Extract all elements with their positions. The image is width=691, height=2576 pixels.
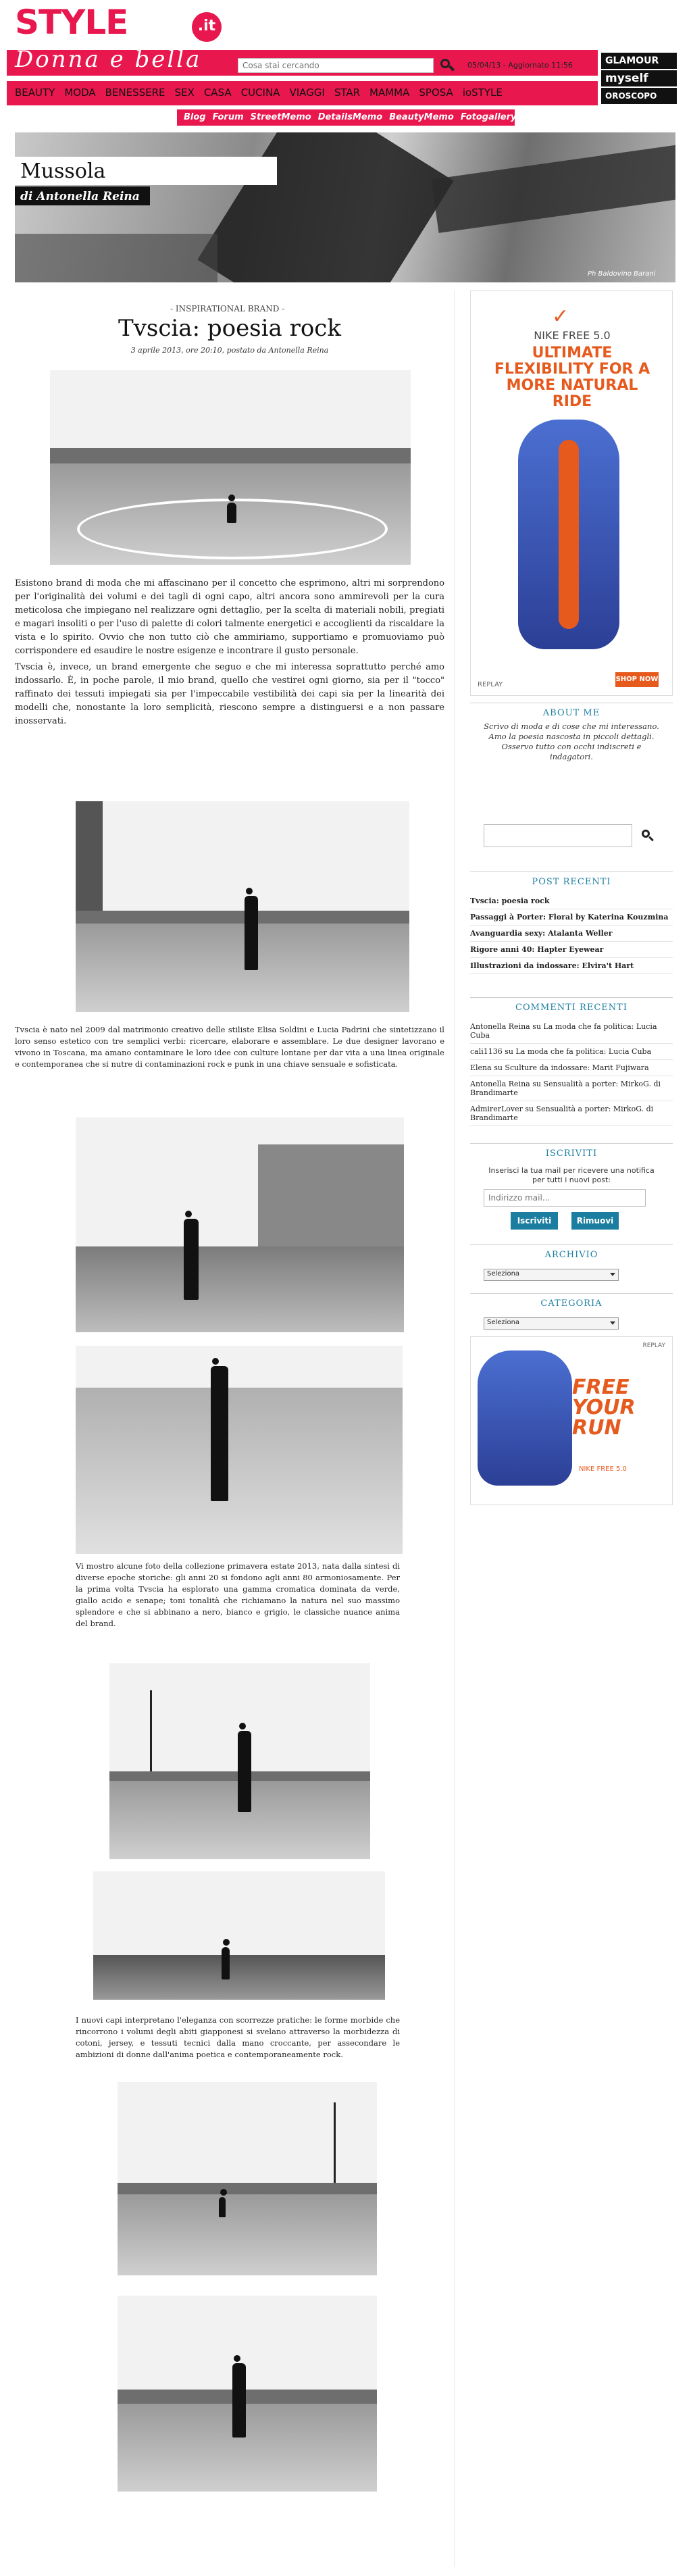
chevron-down-icon: [610, 1273, 615, 1276]
recent-comments-list: [470, 1019, 673, 1126]
about-title: ABOUT ME: [542, 708, 600, 718]
subscribe-title: ISCRIVITI: [545, 1148, 598, 1159]
post-photo-6: [93, 1871, 385, 2000]
category-title: CATEGORIA: [540, 1298, 603, 1309]
post-photo-7: [118, 2082, 377, 2275]
recent-comments-title: COMMENTI RECENTI: [515, 1003, 628, 1013]
shoe-image: [478, 1350, 572, 1486]
post-photo-3: [76, 1117, 404, 1332]
post-title[interactable]: Tvscia: poesia rock: [118, 315, 341, 342]
blog-banner-image: [15, 132, 675, 282]
logo-dot-it[interactable]: .it: [192, 12, 222, 42]
chevron-down-icon: [610, 1321, 615, 1325]
subnav-detailsmemo[interactable]: DetailsMemo: [317, 112, 383, 122]
photo-credit: Ph Baldovino Barani: [588, 270, 656, 278]
shoe-image: [518, 420, 619, 649]
post-paragraph-3: Tvscia è nato nel 2009 dal matrimonio creativo delle stiliste Elisa Soldini e Lucia Padrini che sintetizzano il loro senso estetico con tre semplici verbi: ricercare, elaborare e assemblare. Le due designer lavorano e vivono in Toscana, ma amano contaminare le loro idee con culture lontane per dar vita a una linea originale e contemporanea che si nutre di contaminazioni rock e punk in una chiave sensuale e sofisticata.: [15, 1025, 444, 1069]
search-icon[interactable]: [438, 57, 457, 74]
tagline: Donna e bella: [15, 46, 202, 73]
nav-item-casa[interactable]: CASA: [203, 86, 232, 99]
recent-post-item[interactable]: Tvscia: poesia rock: [470, 893, 673, 909]
partner-brands: [601, 53, 677, 105]
post-paragraph-1: Esistono brand di moda che mi affascinano per il concetto che esprimono, altri mi sorprendono per l'originalità dei volumi e dei tagli di ogni capo, altri ancora sono ammirevoli per la cura meticolosa che impiegano nel realizzare ogni dettaglio, per la scelta di materiali nobili, pregiati e magari insoliti o per l'uso di palette di colori talmente energetici e accoglienti da riscaldare la vista e lo spirito. Ovvio che non tutto ciò che ammiriamo, supportiamo e promuoviamo può corrispondere ed esaudire le nostre esigenze e incontrare il gusto personale.: [15, 578, 444, 656]
ad2-headline: FREE YOUR RUN: [572, 1375, 636, 1440]
recent-post-item[interactable]: Avanguardia sexy: Atalanta Weller: [470, 926, 673, 942]
recent-posts-list: [470, 893, 673, 974]
category-select[interactable]: [484, 1317, 619, 1330]
post-category[interactable]: - INSPIRATIONAL BRAND -: [170, 304, 285, 313]
nav-item-sposa[interactable]: SPOSA: [419, 86, 453, 99]
email-field[interactable]: [484, 1189, 646, 1207]
category-select-value: Seleziona: [487, 1319, 520, 1326]
ad-replay-button[interactable]: REPLAY: [478, 681, 503, 688]
recent-comment-item[interactable]: Antonella Reina su La moda che fa politica: Lucia Cuba: [470, 1019, 673, 1044]
sidebar-search-input[interactable]: [484, 824, 632, 847]
recent-posts-title: POST RECENTI: [532, 877, 611, 887]
nav-item-star[interactable]: STAR: [334, 86, 361, 99]
sidebar-rule: [470, 1293, 673, 1294]
recent-post-item[interactable]: Passaggi à Porter: Floral by Katerina Kouzmina: [470, 909, 673, 926]
post-photo-4: [76, 1346, 403, 1554]
archive-select[interactable]: [484, 1269, 619, 1281]
post-photo-1: [50, 370, 411, 565]
subnav-beautymemo[interactable]: BeautyMemo: [389, 112, 454, 122]
main-nav: [15, 86, 512, 99]
brand-oroscopo-link[interactable]: OROSCOPO: [601, 88, 677, 104]
sidebar-rule: [470, 997, 673, 998]
nav-item-beauty[interactable]: BEAUTY: [15, 86, 55, 99]
sidebar-rule: [470, 1143, 673, 1144]
nav-item-benessere[interactable]: BENESSERE: [105, 86, 165, 99]
ad-replay-button[interactable]: REPLAY: [642, 1342, 665, 1349]
post-paragraph-5: I nuovi capi interpretano l'eleganza con scorrezze pratiche: le forme morbide che rincorrono i volumi degli abiti giapponesi si svelano attraverso la morbidezza di cotoni, jersey, e tessuti tecnici dalla mano croccante, per assecondare le ambizioni di donne dall'anima poetica e contemporaneamente rock.: [76, 2015, 400, 2059]
blog-author: di Antonella Reina: [20, 190, 140, 203]
recent-comment-item[interactable]: Antonella Reina su Sensualità a porter: MirkoG. di Brandimarte: [470, 1076, 673, 1101]
subnav-forum[interactable]: Forum: [212, 112, 244, 122]
subnav-fotogallery[interactable]: Fotogallery: [460, 112, 517, 122]
nike-ad-banner[interactable]: [470, 291, 673, 696]
recent-post-item[interactable]: Rigore anni 40: Hapter Eyewear: [470, 942, 673, 958]
ad2-model-name: NIKE FREE 5.0: [579, 1465, 627, 1473]
brand-glamour-link[interactable]: GLAMOUR: [601, 53, 677, 69]
recent-comment-item[interactable]: AdmirerLover su Sensualità a porter: MirkoG. di Brandimarte: [470, 1101, 673, 1126]
column-divider: [454, 291, 455, 2567]
header-search-input[interactable]: [238, 58, 434, 73]
site-header: [0, 0, 691, 122]
nav-item-moda[interactable]: MODA: [64, 86, 96, 99]
ad-headline: ULTIMATE FLEXIBILITY FOR A MORE NATURAL RIDE: [494, 345, 650, 410]
post-paragraph-4: Vi mostro alcune foto della collezione primavera estate 2013, nata dalla sintesi di diverse epoche storiche: gli anni 20 si fondono agli anni 80 armoniosamente. Per la prima volta Tvscia ha esplorato una gamma cromatica dominata da verde, giallo acido e senape; toni tonalità che richiamano la natura nel suo massimo splendore e che si abbinano a nero, bianco e grigio, le classiche nuance anima del brand.: [76, 1561, 400, 1628]
nav-item-sex[interactable]: SEX: [174, 86, 195, 99]
post-content: [15, 291, 444, 2567]
archive-title: ARCHIVIO: [544, 1250, 598, 1260]
nav-item-viaggi[interactable]: VIAGGI: [289, 86, 325, 99]
ad-model-name: NIKE FREE 5.0: [534, 329, 611, 342]
subnav-blog[interactable]: Blog: [184, 112, 206, 122]
subnav-streetmemo[interactable]: StreetMemo: [250, 112, 311, 122]
nike-swoosh-icon: ✓: [552, 305, 569, 328]
search-icon[interactable]: [635, 824, 659, 847]
post-photo-8: [118, 2296, 377, 2492]
about-text: Scrivo di moda e di cose che mi interessano. Amo la poesia nascosta in piccoli dettagli. Osservo tutto con occhi indiscreti e indagatori.: [484, 722, 659, 761]
nav-item-iostyle[interactable]: ioSTYLE: [462, 86, 503, 99]
logo-text[interactable]: STYLE: [15, 3, 128, 42]
post-paragraph-2: Tvscia è, invece, un brand emergente che seguo e che mi interessa soprattutto perché amo indossarlo. È, in poche parole, il mio brand, quello che vestirei ogni giorno, sia per il "tocco" raffinato dei tessuti impiegati sia per l'impeccabile vestibilità dei capi sia per la linearità dei modelli che, nonostante la loro semplicità, riescono sempre a distinguersi e a non passare inosservati.: [15, 662, 444, 726]
sidebar-rule: [470, 1244, 673, 1245]
post-meta: 3 aprile 2013, ore 20:10, postato da Antonella Reina: [130, 346, 329, 355]
recent-comment-item[interactable]: Elena su Sculture da indossare: Marit Fujiwara: [470, 1060, 673, 1076]
brand-myself-link[interactable]: myself: [601, 70, 677, 86]
post-photo-2: [76, 801, 409, 1012]
sub-nav: [184, 112, 523, 122]
ad-shop-now-button[interactable]: SHOP NOW: [615, 672, 659, 687]
nav-item-mamma[interactable]: MAMMA: [369, 86, 410, 99]
header-date: 05/04/13 - Aggiornato 11:56: [467, 61, 573, 70]
post-photo-5: [109, 1663, 370, 1859]
recent-post-item[interactable]: Illustrazioni da indossare: Elvira't Hart: [470, 958, 673, 974]
archive-select-value: Seleziona: [487, 1270, 520, 1278]
nav-item-cucina[interactable]: CUCINA: [240, 86, 280, 99]
blog-title[interactable]: Mussola: [20, 159, 106, 183]
recent-comment-item[interactable]: cali1136 su La moda che fa politica: Lucia Cuba: [470, 1044, 673, 1060]
subscribe-button[interactable]: Iscriviti: [511, 1212, 558, 1230]
subscribe-text: Inserisci la tua mail per ricevere una notifica per tutti i nuovi post:: [488, 1166, 655, 1184]
nike-ad-small[interactable]: [470, 1336, 673, 1505]
unsubscribe-button[interactable]: Rimuovi: [571, 1212, 619, 1230]
sidebar: [470, 291, 680, 1642]
